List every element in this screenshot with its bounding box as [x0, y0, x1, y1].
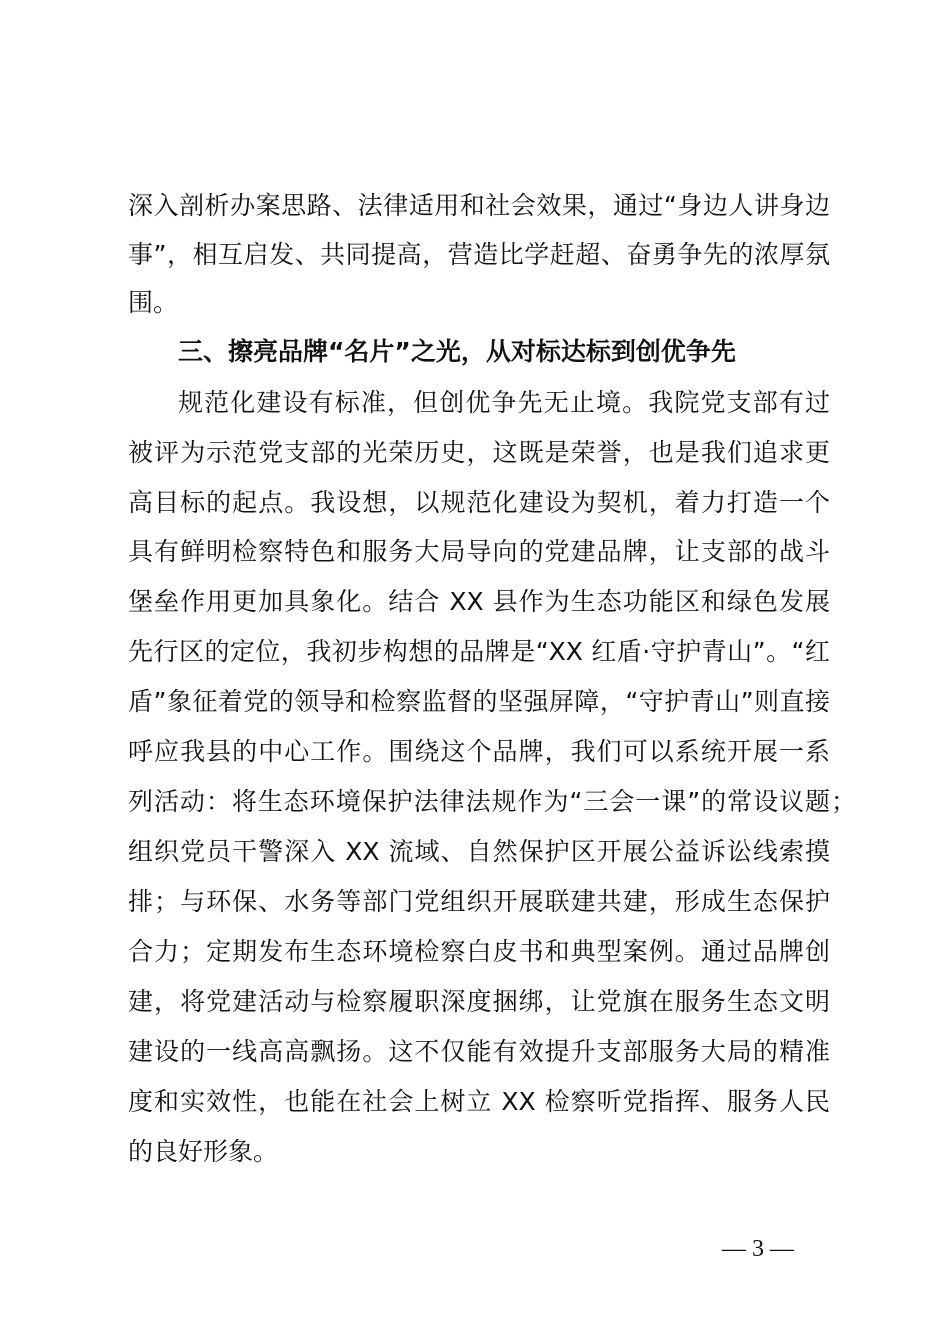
- body-text-line: 列活动：将生态环境保护法律法规作为“三会一课”的常设议题；: [128, 787, 856, 816]
- body-text-line: 的良好形象。: [128, 1137, 279, 1166]
- section-heading: 三、擦亮品牌“名片”之光，从对标达标到创优争先: [178, 337, 736, 366]
- body-text-line: 被评为示范党支部的光荣历史，这既是荣誉，也是我们追求更: [128, 438, 830, 467]
- body-text-line: 事”，相互启发、共同提高，营造比学赶超、奋勇争先的浓厚氛: [128, 240, 830, 269]
- page-number: — 3 —: [722, 1236, 794, 1262]
- body-text-line: 先行区的定位，我初步构想的品牌是“XX 红盾·守护青山”。“红: [128, 637, 830, 666]
- body-text-line: 组织党员干警深入 XX 流域、自然保护区开展公益诉讼线索摸: [128, 837, 830, 866]
- body-text-line: 合力；定期发布生态环境检察白皮书和典型案例。通过品牌创: [128, 937, 830, 966]
- body-text-line: 围。: [128, 288, 179, 317]
- body-text-line: 盾”象征着党的领导和检察监督的坚强屏障，“守护青山”则直接: [128, 687, 830, 716]
- body-text-line: 深入剖析办案思路、法律适用和社会效果，通过“身边人讲身边: [128, 191, 830, 220]
- body-text-line: 呼应我县的中心工作。围绕这个品牌，我们可以系统开展一系: [128, 737, 830, 766]
- body-text-line: 具有鲜明检察特色和服务大局导向的党建品牌，让支部的战斗: [128, 537, 830, 566]
- body-text-line: 堡垒作用更加具象化。结合 XX 县作为生态功能区和绿色发展: [128, 587, 830, 616]
- body-text-line: 高目标的起点。我设想，以规范化建设为契机，着力打造一个: [128, 488, 830, 517]
- body-text-line: 排；与环保、水务等部门党组织开展联建共建，形成生态保护: [128, 887, 830, 916]
- body-text-line: 度和实效性，也能在社会上树立 XX 检察听党指挥、服务人民: [128, 1087, 830, 1116]
- body-text-line: 建，将党建活动与检察履职深度捆绑，让党旗在服务生态文明: [128, 987, 830, 1016]
- body-text-line: 规范化建设有标准，但创优争先无止境。我院党支部有过: [178, 388, 830, 417]
- body-text-line: 建设的一线高高飘扬。这不仅能有效提升支部服务大局的精准: [128, 1037, 830, 1066]
